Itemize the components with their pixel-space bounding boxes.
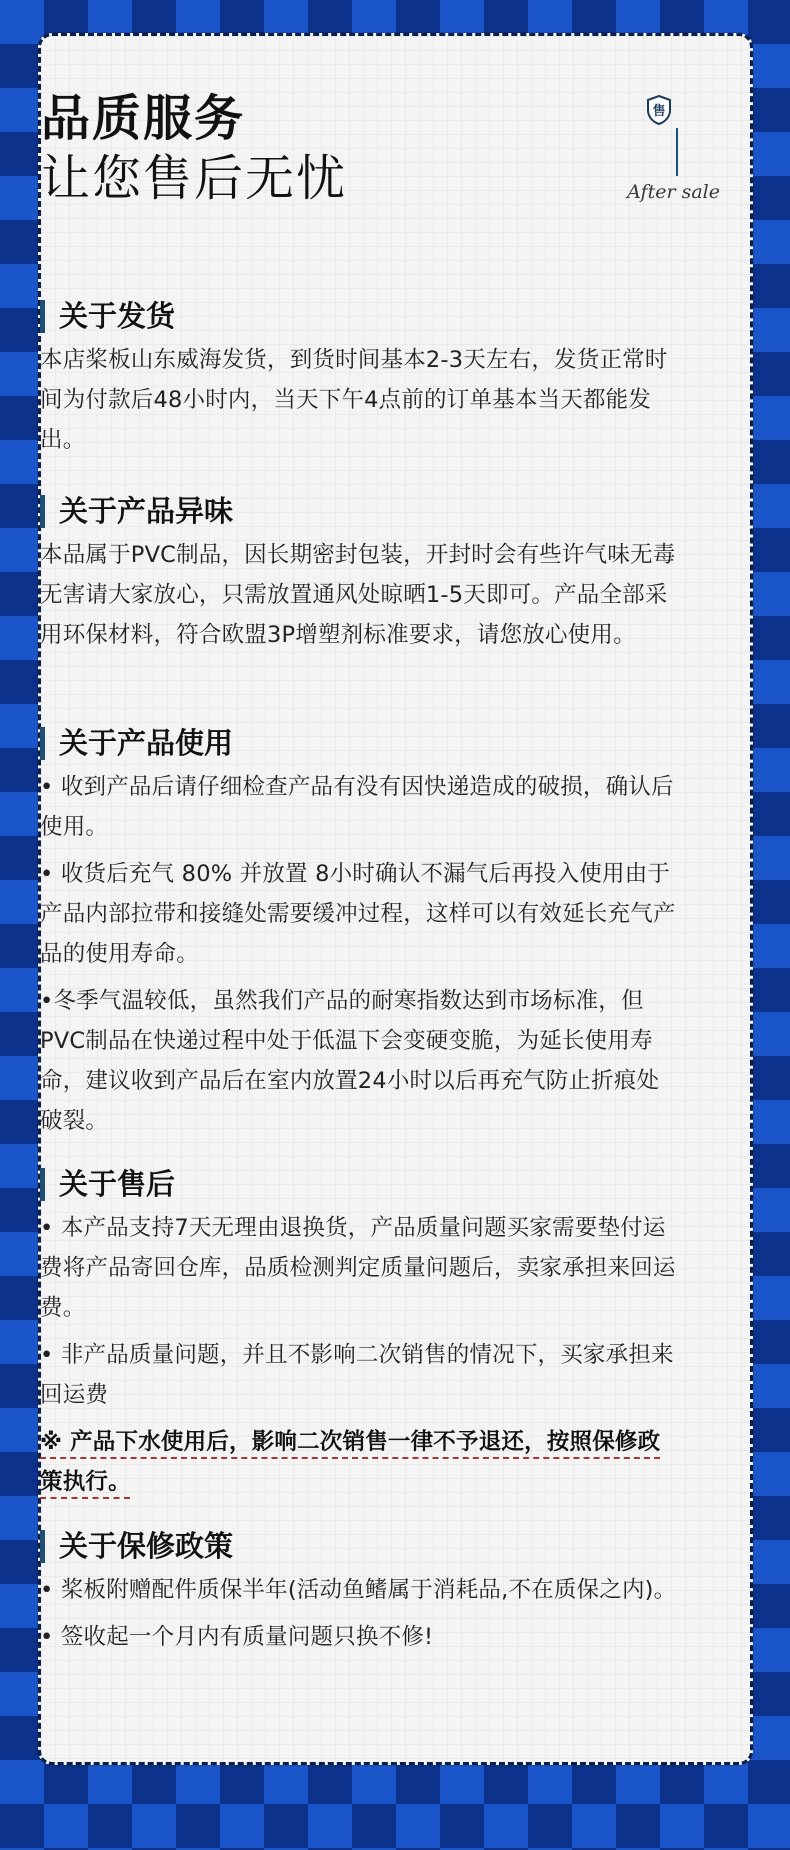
bullet-item: • 签收起一个月内有质量问题只换不修! xyxy=(40,1624,434,1651)
section-usage xyxy=(40,727,680,1141)
bullet-item: • 非产品质量问题，并且不影响二次销售的情况下，买家承担来回运费 xyxy=(40,1342,674,1409)
section-heading: 关于发货 xyxy=(40,300,680,333)
section-heading: 关于产品使用 xyxy=(40,727,680,760)
warning-note: ※ 产品下水使用后，影响二次销售一律不予退还，按照保修政策执行。 xyxy=(40,1429,661,1496)
section-shipping xyxy=(40,300,680,460)
section-text: 本店桨板山东威海发货，到货时间基本2-3天左右，发货正常时间为付款后48小时内，当天下午4点前的订单基本当天都能发出。 xyxy=(40,347,668,454)
bullet-item: • 桨板附赠配件质保半年(活动鱼鳍属于消耗品,不在质保之内)。 xyxy=(40,1577,677,1604)
section-odor xyxy=(40,495,680,655)
bullet-item: •冬季气温较低，虽然我们产品的耐寒指数达到市场标准，但PVC制品在快递过程中处于低温下会变硬变脆，为延长使用寿命，建议收到产品后在室内放置24小时以后再充气防止折痕处破裂。 xyxy=(40,988,660,1135)
page-title: 品质服务 xyxy=(41,90,246,147)
badge-char: 售 xyxy=(652,104,666,119)
bullet-item: • 收货后充气 80% 并放置 8小时确认不漏气后再投入使用由于产品内部拉带和接缝处需要缓冲过程，这样可以有效延长充气产品的使用寿命。 xyxy=(40,861,676,968)
section-heading: 关于保修政策 xyxy=(40,1530,680,1563)
section-warranty xyxy=(40,1530,680,1657)
section-text: 本品属于PVC制品，因长期密封包装，开封时会有些许气味无毒无害请大家放心，只需放置通风处晾晒1-5天即可。产品全部采用环保材料，符合欧盟3P增塑剂标准要求，请您放心使用。 xyxy=(40,542,676,649)
section-heading: 关于产品异味 xyxy=(40,495,680,528)
accent-line xyxy=(676,128,678,176)
section-after-sale xyxy=(40,1168,680,1502)
shield-badge-icon xyxy=(646,95,672,125)
after-sale-label: After sale xyxy=(627,181,720,203)
bullet-item: • 本产品支持7天无理由退换货，产品质量问题买家需要垫付运费将产品寄回仓库，品质检测判定质量问题后，卖家承担来回运费。 xyxy=(40,1215,676,1322)
bullet-item: • 收到产品后请仔细检查产品有没有因快递造成的破损，确认后使用。 xyxy=(40,774,674,841)
section-heading: 关于售后 xyxy=(40,1168,680,1201)
page-subtitle: 让您售后无忧 xyxy=(41,150,348,207)
